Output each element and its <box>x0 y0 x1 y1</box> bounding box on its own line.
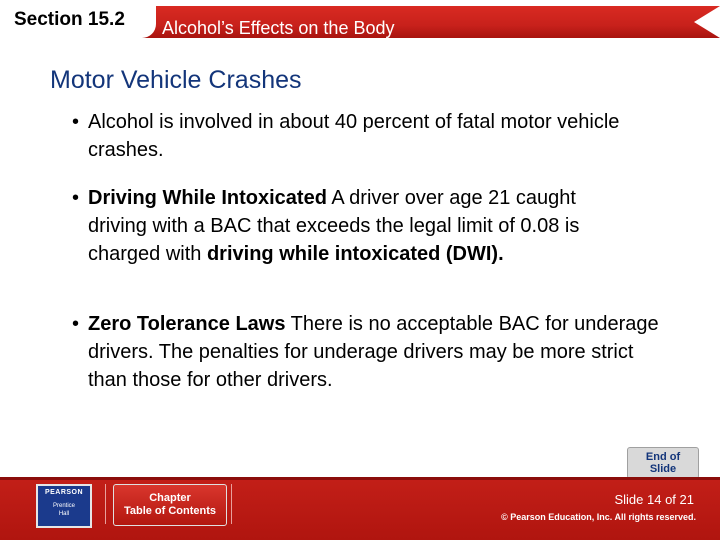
header-subtitle: Alcohol’s Effects on the Body <box>162 18 395 38</box>
slide-footer <box>0 477 720 540</box>
chapter-table-of-contents-button[interactable] <box>113 484 227 526</box>
pearson-logo-name: PEARSON <box>44 489 84 496</box>
pearson-logo-sub-line2: Hall <box>58 511 70 517</box>
bullet-dot: • <box>72 313 80 335</box>
toc-label <box>114 492 226 518</box>
bullet-emphasis: driving while intoxicated (DWI) <box>206 243 499 265</box>
bullet-dot: • <box>72 187 80 209</box>
end-of-slide-line2: Slide <box>649 463 677 475</box>
pearson-logo-sub <box>38 502 90 518</box>
bullet-dot: • <box>72 111 80 133</box>
pearson-logo[interactable] <box>36 484 92 528</box>
pearson-logo-sub-line1: Prentice <box>52 503 75 509</box>
end-of-slide-button[interactable] <box>627 447 699 479</box>
bullet-text: Alcohol is involved in about 40 percent of fatal motor vehicle crashes. <box>88 111 620 161</box>
section-label: Section 15.2 <box>14 9 125 30</box>
copyright-notice: © Pearson Education, Inc. All rights reserved. <box>501 512 696 522</box>
footer-divider <box>105 484 106 524</box>
section-tab <box>0 0 156 38</box>
footer-divider <box>231 484 232 524</box>
bullet-term: Zero Tolerance Laws <box>88 313 286 335</box>
bullet-text-end: . <box>498 243 504 265</box>
slide-title: Motor Vehicle Crashes <box>50 66 302 94</box>
slide-counter: Slide 14 of 21 <box>614 492 694 507</box>
bullet-item-zero-tolerance <box>72 310 668 394</box>
bullet-item-dwi <box>72 184 628 268</box>
bullet-text: There is no acceptable BAC for underage drivers. The penalties for underage drivers may be more strict than those for other drivers. <box>88 313 659 391</box>
footer-top-strip <box>0 477 720 480</box>
bullet-item-alcohol-crashes <box>72 108 668 164</box>
toc-line2: Table of Contents <box>123 505 217 517</box>
slide-header <box>0 0 720 44</box>
header-arrow-notch <box>694 6 720 38</box>
bullet-text: A driver over age 21 caught driving with a BAC that exceeds the legal limit of 0.08 is charged with <box>88 187 580 265</box>
end-of-slide-label <box>628 451 698 475</box>
end-of-slide-line1: End of <box>645 451 681 463</box>
toc-line1: Chapter <box>149 492 191 504</box>
bullet-term: Driving While Intoxicated <box>88 187 327 209</box>
